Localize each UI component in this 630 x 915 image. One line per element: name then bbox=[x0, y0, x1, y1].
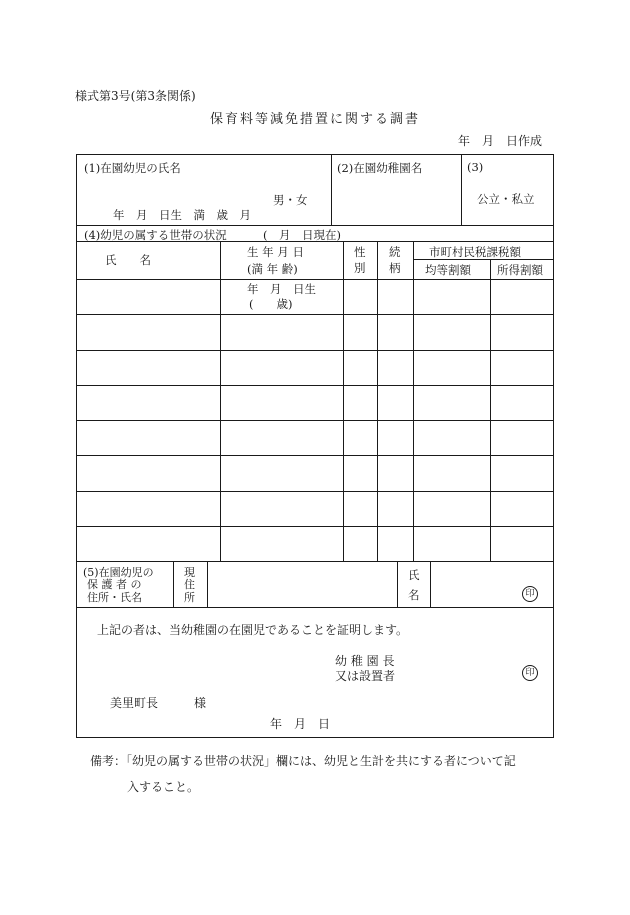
rule-row3 bbox=[77, 350, 553, 351]
rule-row2 bbox=[77, 314, 553, 315]
col-relation-1: 続 bbox=[389, 245, 401, 259]
col-gender-2: 別 bbox=[354, 261, 366, 275]
guardian-name-label-1: 氏 bbox=[408, 568, 420, 582]
gender-choice: 男・女 bbox=[273, 193, 308, 207]
rule-v-sec5-b bbox=[207, 561, 208, 607]
guardian-label-2: 保 護 者 の bbox=[87, 578, 142, 591]
birth-age-line: 年 月 日生 満 歳 月 bbox=[113, 208, 251, 222]
form-table bbox=[76, 154, 554, 738]
rule-v-gender-relation bbox=[377, 241, 378, 561]
col-tax: 市町村民税課税額 bbox=[429, 245, 521, 259]
form-number: 様式第3号(第3条関係) bbox=[75, 89, 196, 103]
rule-v-sec5-c bbox=[397, 561, 398, 607]
col-gender-1: 性 bbox=[354, 245, 366, 259]
principal-label: 幼 稚 園 長 bbox=[335, 654, 395, 668]
section3-label: (3) bbox=[467, 160, 484, 174]
rule-v-tax-split bbox=[490, 259, 491, 561]
certification-date: 年 月 日 bbox=[270, 717, 331, 731]
rule-sec1 bbox=[77, 225, 553, 226]
child-name-label: (1)在園幼児の氏名 bbox=[84, 161, 181, 175]
guardian-label-1: (5)在園幼児の bbox=[83, 566, 154, 579]
col-name: 氏 名 bbox=[105, 253, 151, 267]
rule-row7 bbox=[77, 491, 553, 492]
rule-sec5-bottom bbox=[77, 607, 553, 608]
guardian-name-label-2: 名 bbox=[408, 588, 420, 602]
col-tax-equal: 均等割額 bbox=[425, 263, 471, 277]
col-age: (満 年 齢) bbox=[247, 262, 298, 276]
mayor-addressee: 美里町長 様 bbox=[110, 696, 207, 710]
address-label-1: 現 bbox=[184, 566, 195, 579]
household-label: (4)幼児の属する世帯の状況 bbox=[84, 228, 227, 242]
rule-row4 bbox=[77, 385, 553, 386]
rule-row5 bbox=[77, 420, 553, 421]
rule-row6 bbox=[77, 455, 553, 456]
public-private-choice: 公立・私立 bbox=[477, 192, 535, 206]
col-tax-income: 所得割額 bbox=[497, 263, 543, 277]
document-title: 保育料等減免措置に関する調書 bbox=[209, 112, 420, 127]
rule-row1 bbox=[77, 279, 553, 280]
rule-v-sec5-a bbox=[173, 561, 174, 607]
col-birth: 生 年 月 日 bbox=[247, 245, 304, 259]
rule-v-sec5-d bbox=[430, 561, 431, 607]
row1-birth: 年 月 日生 bbox=[247, 282, 316, 296]
created-date: 年 月 日作成 bbox=[457, 134, 542, 148]
rule-row8 bbox=[77, 526, 553, 527]
rule-v-birth-gender bbox=[343, 241, 344, 561]
address-label-3: 所 bbox=[184, 591, 195, 604]
guardian-label-3: 住所・氏名 bbox=[87, 591, 142, 604]
rule-v-name-birth bbox=[220, 241, 221, 561]
address-label-2: 住 bbox=[184, 578, 195, 591]
certification-statement: 上記の者は、当幼稚園の在園児であることを証明します。 bbox=[97, 623, 409, 637]
remark-line-2: 入すること。 bbox=[127, 780, 200, 794]
rule-v-relation-tax bbox=[413, 241, 414, 561]
rule-v-sec2-3 bbox=[461, 155, 462, 225]
certification-seal-mark: 印 bbox=[522, 665, 538, 681]
rule-v-sec1-2 bbox=[331, 155, 332, 225]
founder-label: 又は設置者 bbox=[335, 669, 396, 683]
rule-sec5-top bbox=[77, 561, 553, 562]
kindergarten-name-label: (2)在園幼稚園名 bbox=[337, 161, 423, 175]
col-relation-2: 柄 bbox=[389, 261, 401, 275]
remark-line-1: 備考：「幼児の属する世帯の状況」欄には、幼児と生計を共にする者について記 bbox=[90, 754, 516, 768]
row1-age: ( 歳) bbox=[249, 297, 293, 311]
guardian-seal-mark: 印 bbox=[522, 586, 538, 602]
household-as-of: ( 月 日現在) bbox=[263, 228, 341, 242]
